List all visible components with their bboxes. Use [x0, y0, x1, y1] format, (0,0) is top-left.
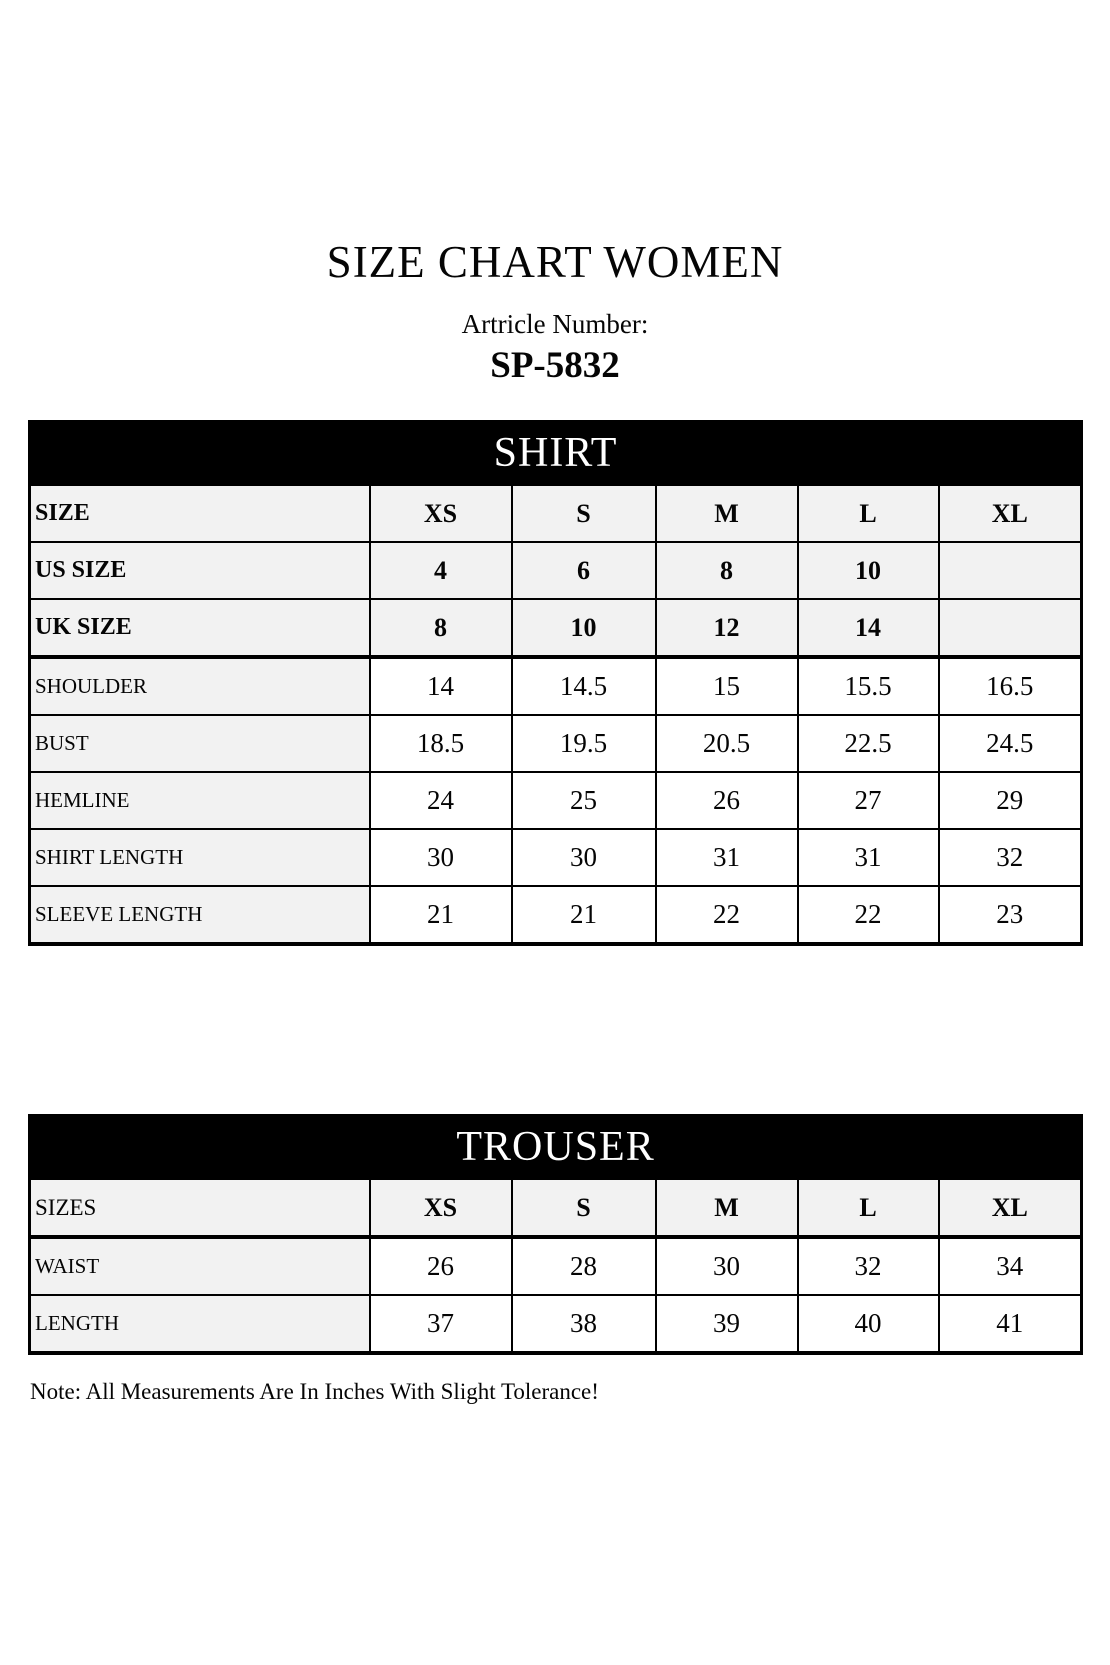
table-row-us-size: [30, 542, 1082, 599]
value-cell: L: [798, 485, 939, 543]
value-cell: 18.5: [370, 715, 512, 772]
value-cell: 24.5: [939, 715, 1082, 772]
value-cell: XL: [939, 485, 1082, 543]
value-cell: 30: [656, 1237, 798, 1295]
row-label: HEMLINE: [30, 772, 370, 829]
value-cell: 4: [370, 542, 512, 599]
row-label: SLEEVE LENGTH: [30, 886, 370, 944]
value-cell: 10: [512, 599, 656, 657]
value-cell: L: [798, 1179, 939, 1238]
value-cell: [939, 599, 1082, 657]
row-label: WAIST: [30, 1237, 370, 1295]
value-cell: XS: [370, 485, 512, 543]
page-title: SIZE CHART WOMEN: [326, 237, 784, 287]
value-cell: 16.5: [939, 657, 1082, 715]
value-cell: 21: [512, 886, 656, 944]
shirt-table-banner: [30, 422, 1082, 485]
value-cell: S: [512, 1179, 656, 1238]
value-cell: 10: [798, 542, 939, 599]
value-cell: M: [656, 1179, 798, 1238]
table-row-hemline: [30, 772, 1082, 829]
value-cell: 12: [656, 599, 798, 657]
value-cell: 26: [370, 1237, 512, 1295]
value-cell: 32: [939, 829, 1082, 886]
value-cell: 32: [798, 1237, 939, 1295]
table-row-waist: [30, 1237, 1082, 1295]
value-cell: 14: [798, 599, 939, 657]
row-label: BUST: [30, 715, 370, 772]
row-label: SIZE: [30, 485, 370, 543]
value-cell: 6: [512, 542, 656, 599]
table-row-shoulder: [30, 657, 1082, 715]
trouser-table-banner: [30, 1116, 1082, 1179]
article-number-label: Artricle Number:: [461, 309, 649, 339]
table-row-size: [30, 485, 1082, 543]
value-cell: 30: [370, 829, 512, 886]
value-cell: 40: [798, 1295, 939, 1353]
table-row-length: [30, 1295, 1082, 1353]
value-cell: 15: [656, 657, 798, 715]
table-row-sizes: [30, 1179, 1082, 1238]
row-label: LENGTH: [30, 1295, 370, 1353]
row-label: US SIZE: [30, 542, 370, 599]
value-cell: 38: [512, 1295, 656, 1353]
row-label: SIZES: [30, 1179, 370, 1238]
table-row-uk-size: [30, 599, 1082, 657]
value-cell: 15.5: [798, 657, 939, 715]
value-cell: 19.5: [512, 715, 656, 772]
value-cell: 26: [656, 772, 798, 829]
trouser-size-table: [28, 1114, 1083, 1355]
value-cell: 27: [798, 772, 939, 829]
value-cell: [939, 542, 1082, 599]
value-cell: 22: [798, 886, 939, 944]
value-cell: 28: [512, 1237, 656, 1295]
value-cell: 8: [656, 542, 798, 599]
row-label: UK SIZE: [30, 599, 370, 657]
trouser-table-title: TROUSER: [30, 1116, 1082, 1179]
value-cell: 14.5: [512, 657, 656, 715]
table-row-sleeve-length: [30, 886, 1082, 944]
value-cell: 21: [370, 886, 512, 944]
table-row-shirt-length: [30, 829, 1082, 886]
value-cell: S: [512, 485, 656, 543]
value-cell: XL: [939, 1179, 1082, 1238]
row-label: SHOULDER: [30, 657, 370, 715]
value-cell: 34: [939, 1237, 1082, 1295]
measurements-note: Note: All Measurements Are In Inches With Slight Tolerance!: [30, 1379, 599, 1404]
shirt-size-table: [28, 420, 1083, 946]
value-cell: 31: [798, 829, 939, 886]
value-cell: 23: [939, 886, 1082, 944]
value-cell: M: [656, 485, 798, 543]
value-cell: 20.5: [656, 715, 798, 772]
value-cell: XS: [370, 1179, 512, 1238]
value-cell: 37: [370, 1295, 512, 1353]
value-cell: 29: [939, 772, 1082, 829]
article-number-value: SP-5832: [490, 345, 620, 386]
value-cell: 14: [370, 657, 512, 715]
shirt-table-title: SHIRT: [30, 422, 1082, 485]
value-cell: 30: [512, 829, 656, 886]
value-cell: 24: [370, 772, 512, 829]
value-cell: 22.5: [798, 715, 939, 772]
value-cell: 8: [370, 599, 512, 657]
row-label: SHIRT LENGTH: [30, 829, 370, 886]
value-cell: 25: [512, 772, 656, 829]
value-cell: 39: [656, 1295, 798, 1353]
value-cell: 41: [939, 1295, 1082, 1353]
table-row-bust: [30, 715, 1082, 772]
value-cell: 22: [656, 886, 798, 944]
value-cell: 31: [656, 829, 798, 886]
